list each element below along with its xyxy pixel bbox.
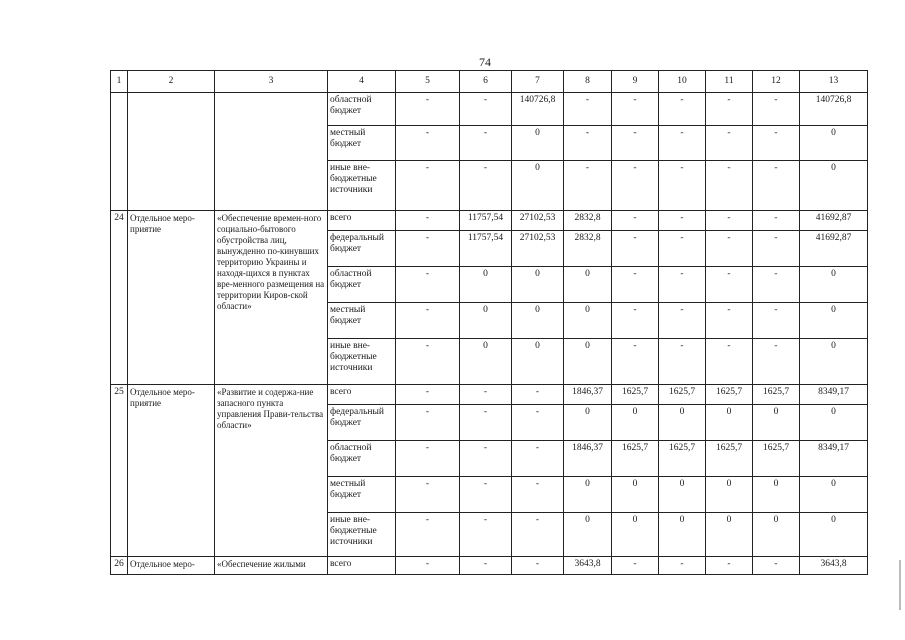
value-cell: 1846,37 bbox=[564, 385, 612, 405]
table-row bbox=[111, 211, 868, 231]
value-cell: 0 bbox=[564, 303, 612, 339]
value-cell: - bbox=[706, 211, 753, 231]
scan-edge bbox=[899, 560, 901, 610]
funding-source: областной бюджет bbox=[328, 267, 396, 303]
event-description: «Обеспечение жилыми bbox=[215, 557, 328, 575]
value-cell: 0 bbox=[612, 405, 659, 441]
event-type bbox=[128, 93, 215, 211]
funding-source: всего bbox=[328, 211, 396, 231]
value-cell: - bbox=[512, 513, 564, 557]
value-cell: 2832,8 bbox=[564, 211, 612, 231]
value-cell: - bbox=[512, 385, 564, 405]
value-cell: - bbox=[460, 441, 512, 477]
value-cell: - bbox=[753, 267, 800, 303]
value-cell: 0 bbox=[800, 126, 868, 161]
event-type: Отдельное меро- bbox=[128, 557, 215, 575]
value-cell: - bbox=[460, 126, 512, 161]
value-cell: - bbox=[396, 405, 460, 441]
funding-source: иные вне-бюджетные источники bbox=[328, 339, 396, 385]
value-cell: - bbox=[706, 231, 753, 267]
value-cell: - bbox=[612, 557, 659, 575]
value-cell: - bbox=[396, 339, 460, 385]
value-cell: 0 bbox=[512, 339, 564, 385]
value-cell: - bbox=[396, 161, 460, 211]
value-cell: - bbox=[753, 161, 800, 211]
column-header: 3 bbox=[215, 71, 328, 93]
value-cell: 1625,7 bbox=[612, 441, 659, 477]
value-cell: - bbox=[460, 477, 512, 513]
value-cell: - bbox=[512, 405, 564, 441]
event-description: «Обеспечение времен-ного социально-бытового обустройства лиц, вынужденно по-кинувших территорию Украины и находя-щихся в пунктах вре-менного размещения на территории Киров-ской области» bbox=[215, 211, 328, 385]
value-cell: 1625,7 bbox=[753, 385, 800, 405]
value-cell: 0 bbox=[800, 339, 868, 385]
value-cell: 0 bbox=[612, 513, 659, 557]
funding-source: федеральный бюджет bbox=[328, 231, 396, 267]
column-header: 7 bbox=[512, 71, 564, 93]
value-cell: - bbox=[659, 161, 706, 211]
value-cell: 2832,8 bbox=[564, 231, 612, 267]
value-cell: - bbox=[706, 161, 753, 211]
value-cell: 0 bbox=[564, 339, 612, 385]
value-cell: - bbox=[396, 126, 460, 161]
value-cell: - bbox=[460, 385, 512, 405]
table-row bbox=[111, 385, 868, 405]
value-cell: - bbox=[396, 385, 460, 405]
column-header: 1 bbox=[111, 71, 128, 93]
value-cell: - bbox=[564, 93, 612, 126]
value-cell: 0 bbox=[460, 267, 512, 303]
row-number: 24 bbox=[111, 211, 128, 385]
value-cell: - bbox=[396, 211, 460, 231]
value-cell: - bbox=[659, 303, 706, 339]
value-cell: 0 bbox=[659, 513, 706, 557]
value-cell: - bbox=[512, 441, 564, 477]
funding-source: всего bbox=[328, 557, 396, 575]
column-header: 8 bbox=[564, 71, 612, 93]
column-header: 10 bbox=[659, 71, 706, 93]
column-header: 11 bbox=[706, 71, 753, 93]
value-cell: 11757,54 bbox=[460, 211, 512, 231]
value-cell: - bbox=[612, 161, 659, 211]
value-cell: 0 bbox=[612, 477, 659, 513]
value-cell: 0 bbox=[564, 405, 612, 441]
value-cell: - bbox=[396, 477, 460, 513]
value-cell: 1625,7 bbox=[659, 441, 706, 477]
value-cell: 0 bbox=[753, 513, 800, 557]
value-cell: 0 bbox=[564, 513, 612, 557]
value-cell: 27102,53 bbox=[512, 211, 564, 231]
value-cell: 0 bbox=[800, 267, 868, 303]
event-description bbox=[215, 93, 328, 211]
column-header: 13 bbox=[800, 71, 868, 93]
value-cell: 0 bbox=[800, 303, 868, 339]
value-cell: - bbox=[753, 557, 800, 575]
value-cell: - bbox=[706, 126, 753, 161]
value-cell: 0 bbox=[512, 126, 564, 161]
value-cell: 0 bbox=[800, 513, 868, 557]
value-cell: - bbox=[706, 267, 753, 303]
value-cell: - bbox=[612, 231, 659, 267]
value-cell: 0 bbox=[706, 405, 753, 441]
value-cell: 140726,8 bbox=[800, 93, 868, 126]
event-description: «Развитие и содержа-ние запасного пункта управления Прави-тельства области» bbox=[215, 385, 328, 557]
value-cell: 1846,37 bbox=[564, 441, 612, 477]
value-cell: 0 bbox=[564, 267, 612, 303]
value-cell: - bbox=[564, 126, 612, 161]
value-cell: - bbox=[753, 93, 800, 126]
funding-source: иные вне-бюджетные источники bbox=[328, 161, 396, 211]
column-header: 4 bbox=[328, 71, 396, 93]
column-header: 5 bbox=[396, 71, 460, 93]
value-cell: - bbox=[659, 557, 706, 575]
value-cell: 0 bbox=[753, 477, 800, 513]
value-cell: 0 bbox=[460, 303, 512, 339]
value-cell: 0 bbox=[659, 477, 706, 513]
value-cell: - bbox=[612, 303, 659, 339]
value-cell: - bbox=[396, 231, 460, 267]
funding-source: всего bbox=[328, 385, 396, 405]
value-cell: 41692,87 bbox=[800, 211, 868, 231]
value-cell: - bbox=[706, 339, 753, 385]
value-cell: - bbox=[396, 267, 460, 303]
value-cell: - bbox=[659, 126, 706, 161]
value-cell: 0 bbox=[512, 303, 564, 339]
table-row bbox=[111, 93, 868, 126]
value-cell: - bbox=[612, 267, 659, 303]
value-cell: - bbox=[612, 126, 659, 161]
value-cell: - bbox=[460, 557, 512, 575]
column-header: 2 bbox=[128, 71, 215, 93]
value-cell: 8349,17 bbox=[800, 441, 868, 477]
column-header: 9 bbox=[612, 71, 659, 93]
value-cell: - bbox=[460, 405, 512, 441]
value-cell: 0 bbox=[512, 161, 564, 211]
value-cell: 1625,7 bbox=[753, 441, 800, 477]
funding-source: федеральный бюджет bbox=[328, 405, 396, 441]
value-cell: - bbox=[460, 93, 512, 126]
value-cell: - bbox=[753, 303, 800, 339]
value-cell: - bbox=[396, 513, 460, 557]
value-cell: 0 bbox=[753, 405, 800, 441]
value-cell: 0 bbox=[800, 405, 868, 441]
funding-source: местный бюджет bbox=[328, 477, 396, 513]
value-cell: 0 bbox=[800, 161, 868, 211]
table-row bbox=[111, 557, 868, 575]
value-cell: 8349,17 bbox=[800, 385, 868, 405]
value-cell: - bbox=[753, 211, 800, 231]
value-cell: - bbox=[612, 93, 659, 126]
value-cell: - bbox=[396, 93, 460, 126]
value-cell: 0 bbox=[564, 477, 612, 513]
value-cell: 1625,7 bbox=[706, 385, 753, 405]
value-cell: - bbox=[396, 303, 460, 339]
value-cell: - bbox=[659, 93, 706, 126]
column-header: 12 bbox=[753, 71, 800, 93]
value-cell: - bbox=[753, 126, 800, 161]
funding-source: местный бюджет bbox=[328, 303, 396, 339]
event-type: Отдельное меро-приятие bbox=[128, 211, 215, 385]
value-cell: - bbox=[706, 93, 753, 126]
value-cell: 0 bbox=[512, 267, 564, 303]
value-cell: 3643,8 bbox=[564, 557, 612, 575]
funding-source: областной бюджет bbox=[328, 93, 396, 126]
header-row bbox=[111, 71, 868, 93]
value-cell: - bbox=[659, 339, 706, 385]
value-cell: 0 bbox=[800, 477, 868, 513]
row-number: 26 bbox=[111, 557, 128, 575]
value-cell: - bbox=[706, 557, 753, 575]
table-body bbox=[111, 93, 868, 575]
value-cell: - bbox=[396, 557, 460, 575]
value-cell: 0 bbox=[460, 339, 512, 385]
value-cell: - bbox=[706, 303, 753, 339]
column-header: 6 bbox=[460, 71, 512, 93]
budget-table bbox=[110, 70, 868, 575]
value-cell: - bbox=[564, 161, 612, 211]
value-cell: - bbox=[460, 161, 512, 211]
value-cell: 0 bbox=[659, 405, 706, 441]
value-cell: - bbox=[512, 557, 564, 575]
funding-source: иные вне-бюджетные источники bbox=[328, 513, 396, 557]
value-cell: - bbox=[396, 441, 460, 477]
value-cell: 11757,54 bbox=[460, 231, 512, 267]
event-type: Отдельное меро-приятие bbox=[128, 385, 215, 557]
value-cell: 27102,53 bbox=[512, 231, 564, 267]
value-cell: 0 bbox=[706, 513, 753, 557]
value-cell: - bbox=[753, 339, 800, 385]
value-cell: - bbox=[512, 477, 564, 513]
funding-source: областной бюджет bbox=[328, 441, 396, 477]
value-cell: - bbox=[753, 231, 800, 267]
value-cell: - bbox=[659, 211, 706, 231]
value-cell: - bbox=[612, 339, 659, 385]
value-cell: 1625,7 bbox=[659, 385, 706, 405]
value-cell: - bbox=[460, 513, 512, 557]
row-number: 25 bbox=[111, 385, 128, 557]
value-cell: 1625,7 bbox=[612, 385, 659, 405]
value-cell: 0 bbox=[706, 477, 753, 513]
page-number: 74 bbox=[479, 55, 491, 69]
value-cell: - bbox=[659, 231, 706, 267]
value-cell: 41692,87 bbox=[800, 231, 868, 267]
value-cell: - bbox=[659, 267, 706, 303]
funding-source: местный бюджет bbox=[328, 126, 396, 161]
value-cell: 1625,7 bbox=[706, 441, 753, 477]
value-cell: 140726,8 bbox=[512, 93, 564, 126]
value-cell: 3643,8 bbox=[800, 557, 868, 575]
value-cell: - bbox=[612, 211, 659, 231]
row-number bbox=[111, 93, 128, 211]
